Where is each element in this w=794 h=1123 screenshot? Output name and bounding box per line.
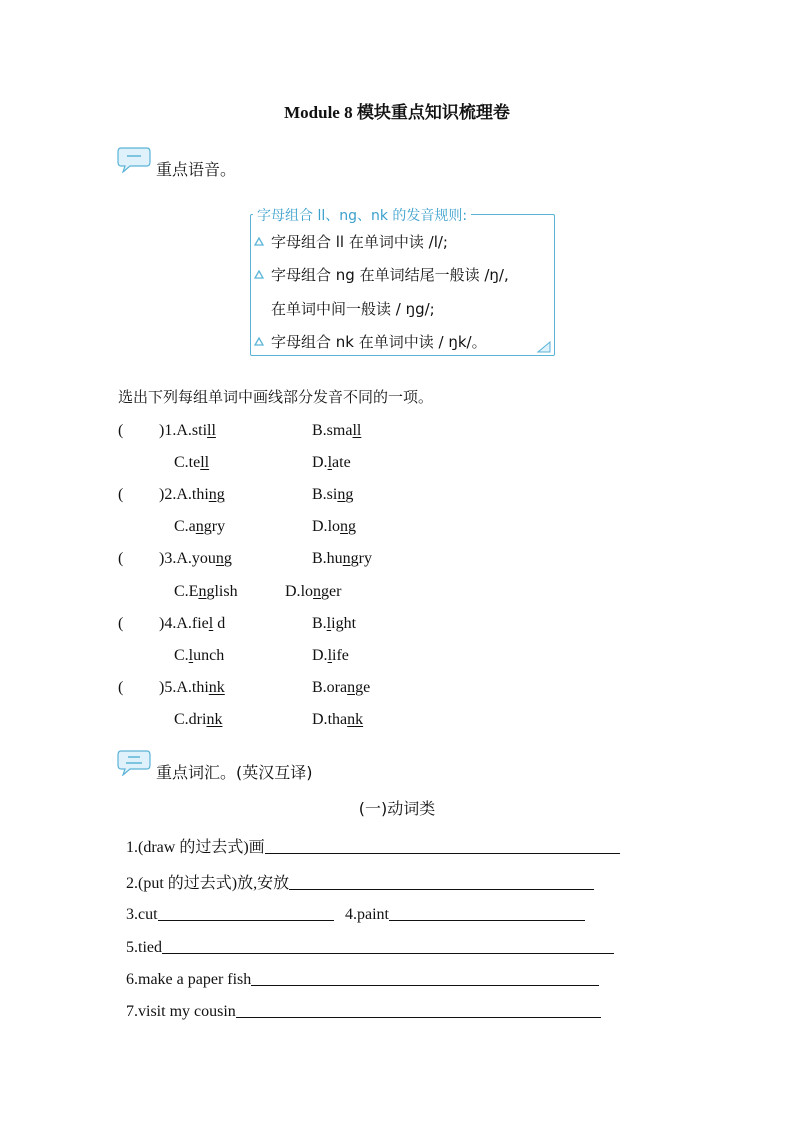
underlined-letters: ng	[337, 486, 354, 503]
page-title: Module 8 模块重点知识梳理卷	[284, 103, 510, 122]
answer-blank[interactable]	[389, 904, 585, 921]
option-a-word: still	[191, 422, 216, 439]
option-a: )4.A.fiel d	[159, 615, 226, 632]
underlined-letters: ng	[215, 550, 232, 567]
option-b: B.hungry	[312, 550, 372, 567]
vocab-item-2: 2.(put 的过去式)放,安放	[126, 870, 594, 893]
answer-bracket[interactable]: (	[118, 550, 124, 567]
option-a: )2.A.thing	[159, 486, 225, 503]
triangle-bullet-icon	[254, 270, 264, 279]
section-two-badge-icon	[117, 748, 151, 776]
answer-bracket[interactable]: (	[118, 486, 124, 503]
option-d: D.late	[312, 454, 351, 471]
option-c: C.lunch	[174, 647, 225, 664]
rule-line: 字母组合 ng 在单词结尾一般读 /ŋ/,	[271, 266, 509, 284]
rule-box-title: 字母组合 ll、ng、nk 的发音规则:	[253, 205, 471, 225]
option-b: B.small	[312, 422, 362, 439]
underlined-letters: l	[208, 615, 214, 632]
answer-blank[interactable]	[236, 1001, 601, 1018]
option-b: B.sing	[312, 486, 354, 503]
answer-bracket[interactable]: (	[118, 422, 124, 439]
answer-blank[interactable]	[162, 937, 614, 954]
option-a-word: think	[191, 679, 225, 696]
instruction-text: 选出下列每组单词中画线部分发音不同的一项。	[118, 388, 434, 406]
option-a-word: fiel d	[191, 615, 226, 632]
underlined-letters: l	[327, 454, 333, 471]
triangle-bullet-icon	[254, 237, 264, 246]
answer-blank[interactable]	[158, 904, 334, 921]
underlined-letters: ng	[342, 550, 359, 567]
vocab-item-7: 7.visit my cousin	[126, 1001, 601, 1021]
option-a: )3.A.young	[159, 550, 232, 567]
option-c: C.drink	[174, 711, 223, 728]
underlined-letters: ll	[207, 422, 216, 439]
option-d: D.life	[312, 647, 349, 664]
option-d: D.longer	[285, 583, 342, 600]
answer-blank[interactable]	[289, 873, 594, 890]
option-c: C.angry	[174, 518, 226, 535]
rule-line: 字母组合 nk 在单词中读 / ŋk/。	[271, 333, 487, 351]
underlined-letters: ng	[195, 518, 212, 535]
answer-blank[interactable]	[251, 969, 599, 986]
underlined-letters: ng	[198, 583, 215, 600]
option-d: D.long	[312, 518, 357, 535]
section-one-badge-icon	[117, 145, 151, 173]
triangle-bullet-icon	[254, 337, 264, 346]
option-c: C.tell	[174, 454, 210, 471]
answer-blank[interactable]	[265, 837, 620, 854]
underlined-letters: l	[327, 647, 333, 664]
verb-subheading: (一)动词类	[358, 799, 436, 818]
option-c: C.English	[174, 583, 238, 600]
section-one-heading: 重点语音。	[156, 160, 237, 179]
underlined-letters: ng	[340, 518, 357, 535]
underlined-letters: ng	[208, 486, 225, 503]
rule-line: 字母组合 ll 在单词中读 /l/;	[271, 233, 448, 251]
option-a: )1.A.still	[159, 422, 216, 439]
page-curl-icon	[537, 341, 551, 353]
vocab-item-6: 6.make a paper fish	[126, 969, 599, 989]
underlined-letters: l	[188, 647, 194, 664]
underlined-letters: nk	[208, 679, 225, 696]
underlined-letters: ng	[313, 583, 330, 600]
option-b: B.orange	[312, 679, 371, 696]
option-d: D.thank	[312, 711, 364, 728]
underlined-letters: ll	[200, 454, 210, 471]
underlined-letters: ll	[352, 422, 362, 439]
underlined-letters: nk	[347, 711, 364, 728]
option-b: B.light	[312, 615, 357, 632]
underlined-letters: l	[326, 615, 332, 632]
answer-bracket[interactable]: (	[118, 615, 124, 632]
vocab-item-3: 3.cut	[126, 904, 334, 924]
section-two-heading: 重点词汇。(英汉互译)	[156, 763, 313, 782]
underlined-letters: nk	[206, 711, 223, 728]
underlined-letters: ng	[347, 679, 364, 696]
pronunciation-rule-box	[250, 208, 555, 356]
vocab-item-5: 5.tied	[126, 937, 614, 957]
vocab-item-4: 4.paint	[345, 904, 585, 924]
rule-line: 在单词中间一般读 / ŋg/;	[271, 300, 435, 318]
answer-bracket[interactable]: (	[118, 679, 124, 696]
option-a: )5.A.think	[159, 679, 225, 696]
option-a-word: young	[191, 550, 232, 567]
vocab-item-1: 1.(draw 的过去式)画	[126, 834, 620, 857]
option-a-word: thing	[191, 486, 225, 503]
